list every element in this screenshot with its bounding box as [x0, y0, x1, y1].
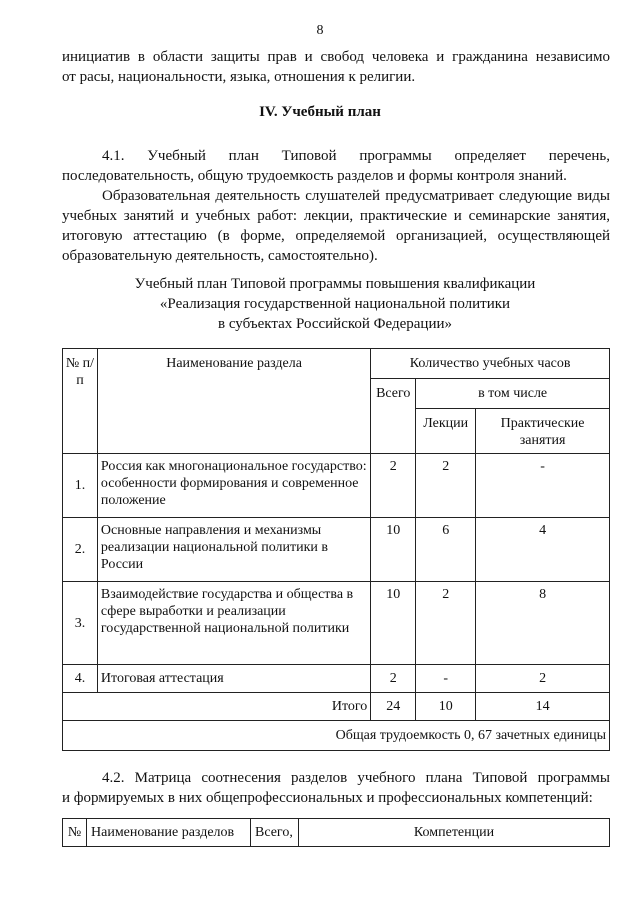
totals-practical: 14 [476, 693, 610, 721]
header-hours: Количество учебных часов [371, 349, 610, 379]
row-practical: 2 [476, 665, 610, 693]
table-row [63, 454, 610, 518]
curriculum-table [62, 348, 610, 751]
header-including: в том числе [416, 379, 610, 409]
paragraph-4-1-line-2: последовательность, общую трудоемкость разделов и формы контроля знаний. [62, 168, 567, 184]
intro-line-1: инициатив в области защиты прав и свобод человека и гражданина независимо [62, 49, 610, 65]
totals-label: Итого [63, 693, 371, 721]
row-lectures: 2 [416, 454, 476, 518]
row-num: 2. [63, 518, 98, 582]
row-practical: 8 [476, 582, 610, 665]
paragraph-4-2-line-2: и формируемых в них общепрофессиональных и профессиональных компетенций: [62, 790, 593, 806]
row-total: 10 [371, 518, 416, 582]
intro-line-2: от расы, национальности, языка, отношения к религии. [62, 69, 416, 85]
row-name: Итоговая аттестация [97, 665, 370, 693]
header-section-name: Наименование раздела [97, 349, 370, 454]
totals-row [63, 693, 610, 721]
table-title [60, 274, 610, 334]
header-num: № п/п [63, 349, 98, 454]
totals-lectures: 10 [416, 693, 476, 721]
table-title-line-1: Учебный план Типовой программы повышения квалификации [134, 276, 536, 292]
row-total: 2 [371, 665, 416, 693]
comp-header-total: Всего, [251, 819, 299, 847]
row-practical: 4 [476, 518, 610, 582]
paragraph-edu-line-3: итоговую аттестацию (в форме, определяемой организацией, осуществляющей [62, 228, 610, 244]
row-practical: - [476, 454, 610, 518]
paragraph-edu-line-4: образовательную деятельность, самостоятельно). [62, 248, 378, 264]
totals-total: 24 [371, 693, 416, 721]
row-lectures: - [416, 665, 476, 693]
row-name: Взаимодействие государства и общества в сфере выработки и реализации государственной национальной политики [97, 582, 370, 665]
labor-intensity-row [63, 721, 610, 751]
table-row [63, 518, 610, 582]
row-lectures: 6 [416, 518, 476, 582]
labor-intensity: Общая трудоемкость 0, 67 зачетных единицы [63, 721, 610, 751]
comp-header-num: № [63, 819, 87, 847]
header-practical: Практические занятия [476, 409, 610, 454]
paragraph-4-1-line-1: 4.1. Учебный план Типовой программы определяет перечень, [102, 148, 610, 164]
table-title-line-3: в субъектах Российской Федерации» [217, 316, 453, 332]
comp-header-competencies: Компетенции [299, 819, 610, 847]
row-name: Россия как многонациональное государство: особенности формирования и современное положение [97, 454, 370, 518]
row-name: Основные направления и механизмы реализации национальной политики в России [97, 518, 370, 582]
table-row [63, 665, 610, 693]
row-num: 3. [63, 582, 98, 665]
comp-header-name: Наименование разделов [87, 819, 251, 847]
paragraph-4-2-line-1: 4.2. Матрица соотнесения разделов учебного плана Типовой программы [102, 770, 610, 786]
competency-matrix-table [62, 818, 610, 847]
paragraph-edu-line-1: Образовательная деятельность слушателей предусматривает следующие виды [102, 188, 610, 204]
paragraph-edu-line-2: учебных занятий и учебных работ: лекции, практические и семинарские занятия, [62, 208, 610, 224]
row-total: 2 [371, 454, 416, 518]
row-num: 1. [63, 454, 98, 518]
page-number: 8 [316, 23, 324, 38]
section-heading: IV. Учебный план [259, 104, 381, 120]
header-lectures: Лекции [416, 409, 476, 454]
competency-header-row [63, 819, 610, 847]
row-num: 4. [63, 665, 98, 693]
header-total: Всего [371, 379, 416, 454]
row-total: 10 [371, 582, 416, 665]
row-lectures: 2 [416, 582, 476, 665]
table-title-line-2: «Реализация государственной национальной политики [159, 296, 511, 312]
table-row [63, 582, 610, 665]
